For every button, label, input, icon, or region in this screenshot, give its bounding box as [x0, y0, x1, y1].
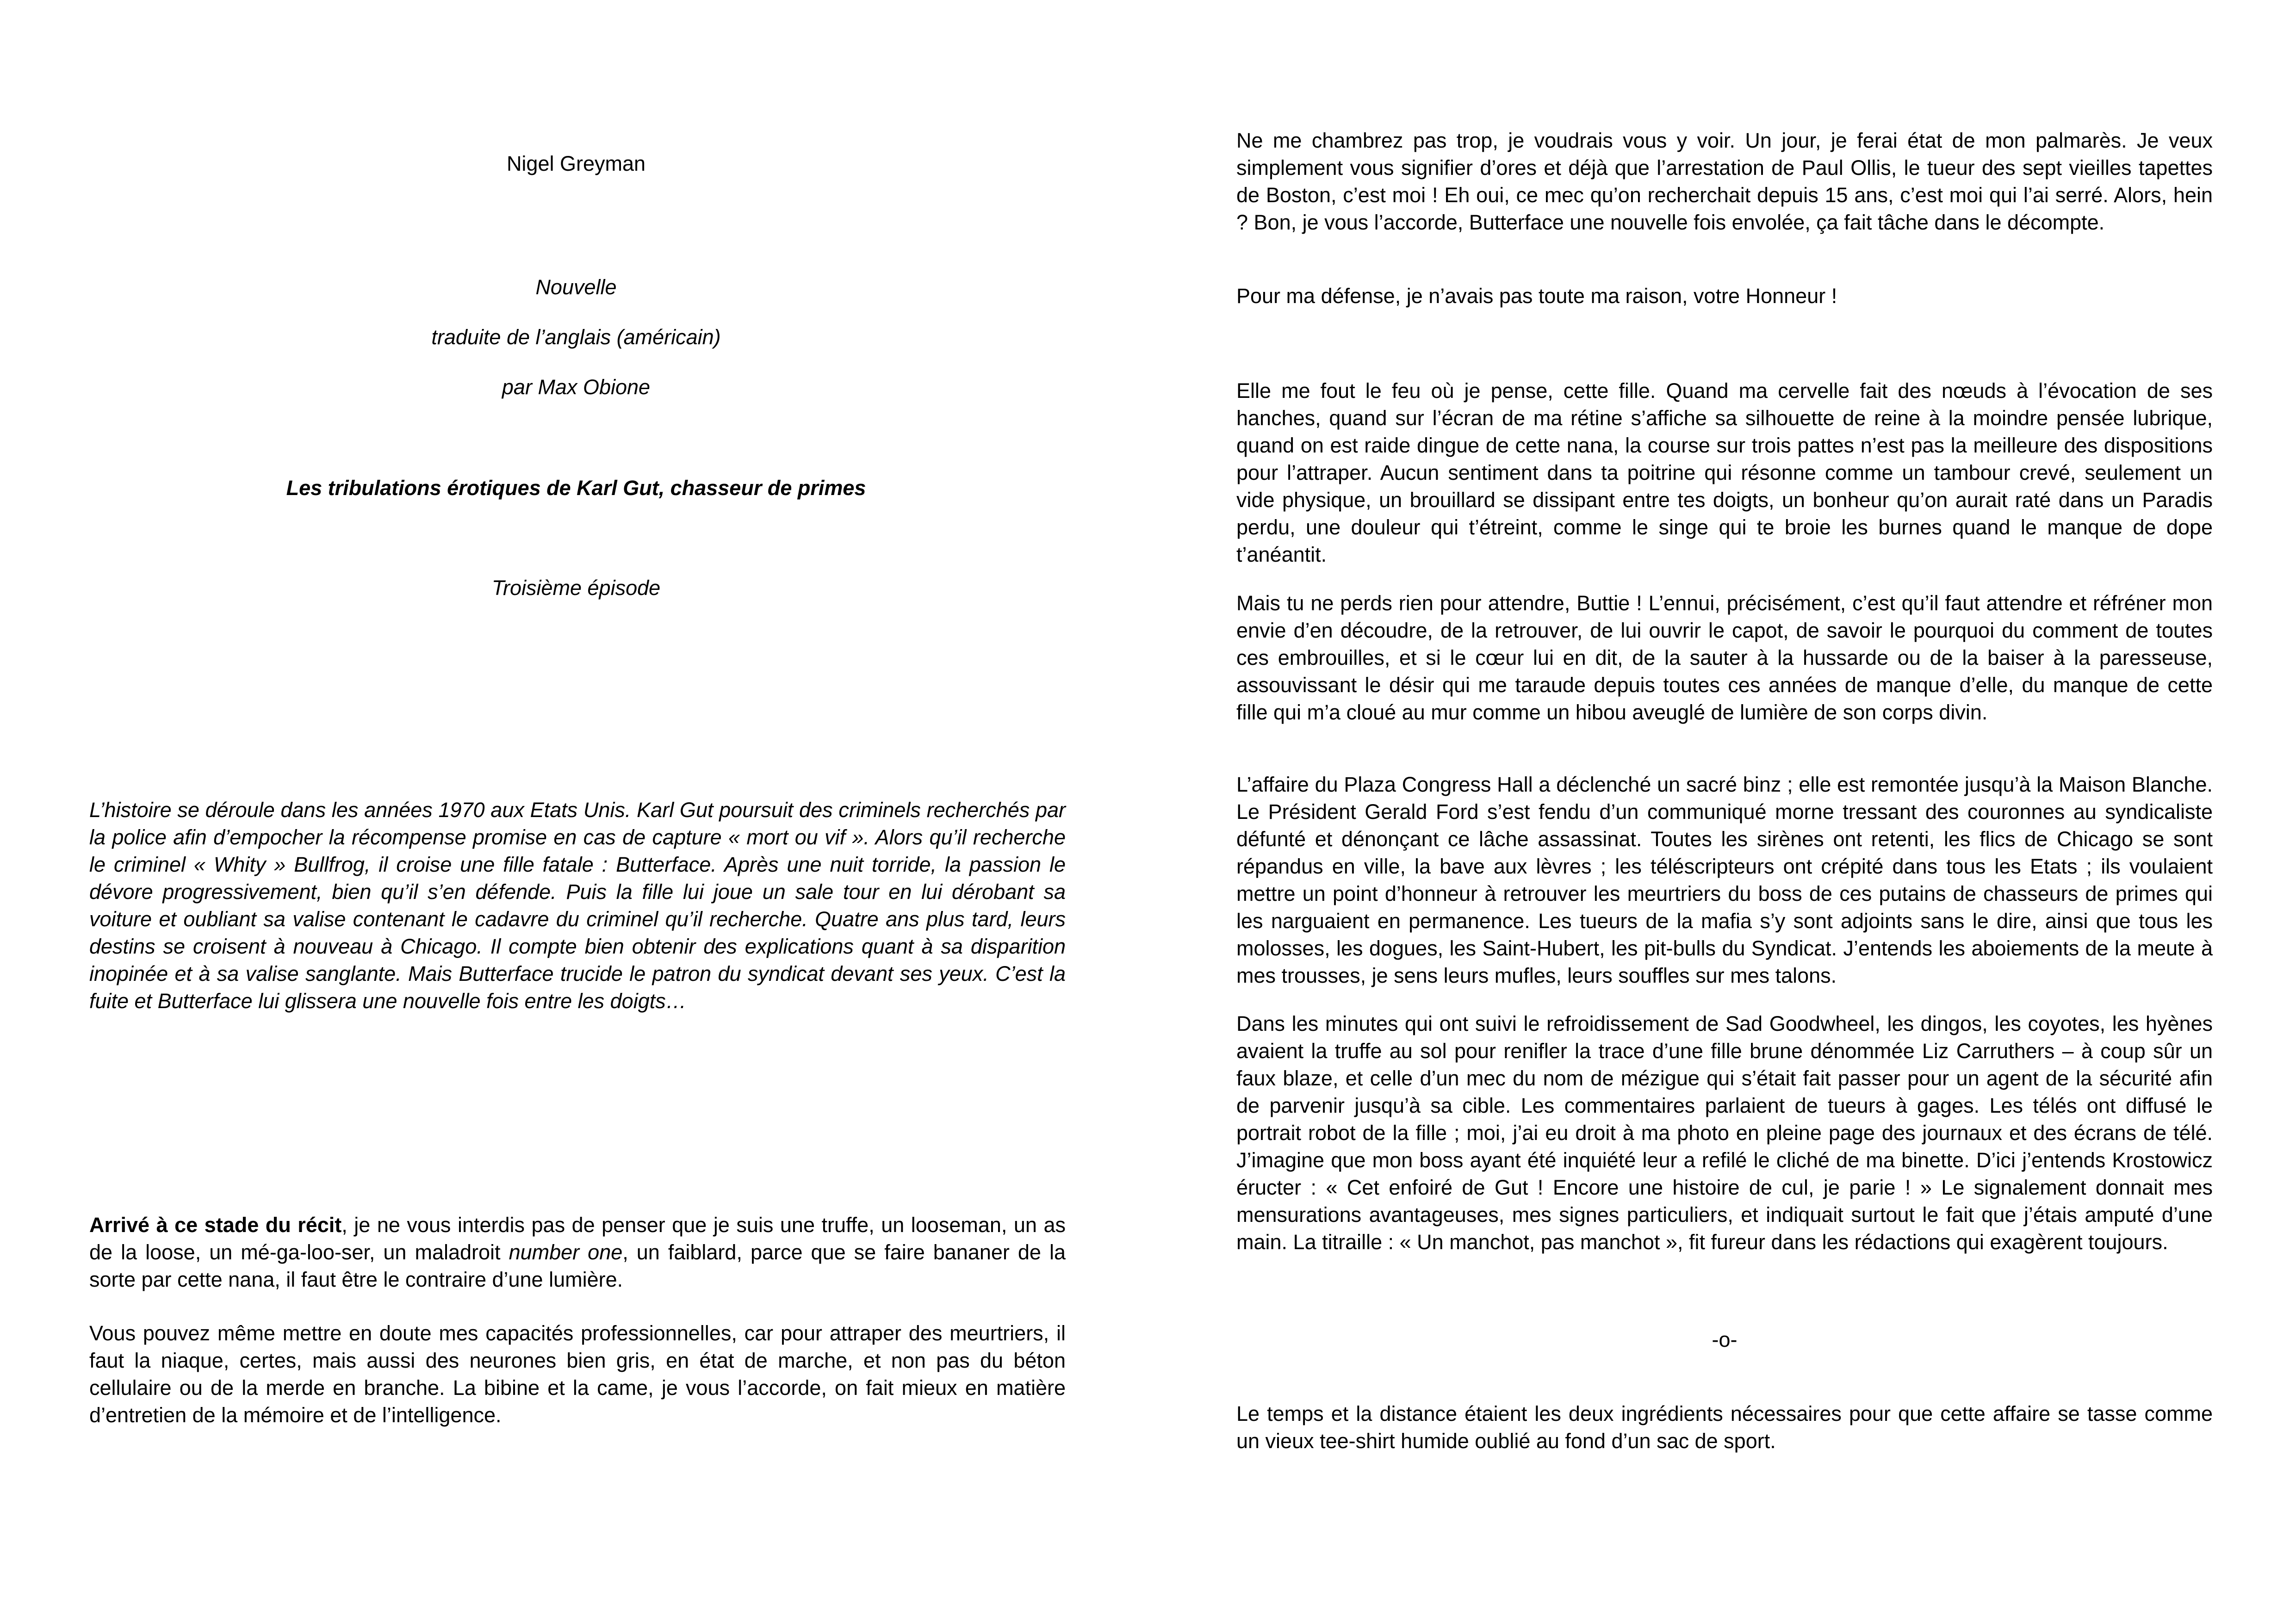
body-paragraph-6: Mais tu ne perds rien pour attendre, Buttie ! L’ennui, précisément, c’est qu’il faut attendre et réfréner mon envie d’en découdre, de la retrouver, de lui ouvrir le capot, de savoir le pourquoi du comment de toutes ces embrouilles, et si le cœur lui en dit, de la sauter à la hussarde ou de la baiser à la paresseuse, assouvissant le désir qui me taraude depuis toutes ces années de manque d’elle, du manque de cette fille qui m’a cloué au mur comme un hibou aveuglé de lumière de son corps divin.	[1236, 591, 2213, 724]
genre-label: Nouvelle	[535, 275, 617, 299]
paragraph-lead-bold: Arrivé à ce stade du récit	[89, 1213, 342, 1237]
body-paragraph-8: Dans les minutes qui ont suivi le refroidissement de Sad Goodwheel, les dingos, les coyotes, les hyènes avaient la truffe au sol pour renifler la trace d’une fille brune dénommée Liz Carruthers – à coup sûr un faux blaze, et celle d’un mec du nom de mézigue qui s’était fait passer pour un agent de la sécurité afin de parvenir jusqu’à sa cible. Les commentaires parlaient de tueurs à gages. Les télés ont diffusé le portrait robot de la fille ; moi, j’ai eu droit à ma photo en pleine page des journaux et des écrans de télé. J’imagine que mon boss ayant été inquiété leur a refilé le cliché de ma binette. D’ici j’entends Krostowicz éructer : « Cet enfoiré de Gut ! Encore une histoire de cul, je parie ! » Le signalement donnait mes mensurations avantageuses, mes signes particuliers, et indiquait surtout le fait que j’étais amputé d’une main. La titraille : « Un manchot, pas manchot », fit fureur dans les rédactions qui exagèrent toujours.	[1236, 1012, 2213, 1254]
paragraph-text: , un faiblard, parce que se faire bananer de la sorte par cette nana, il faut être le contraire d’une lumière.	[89, 1240, 1066, 1291]
paragraph-emphasis: number one	[509, 1240, 623, 1264]
author-name: Nigel Greyman	[506, 152, 646, 175]
body-paragraph-1	[89, 1211, 1066, 1293]
episode-label: Troisième épisode	[491, 576, 661, 600]
body-paragraph-2: Vous pouvez même mettre en doute mes capacités professionnelles, car pour attraper des meurtriers, il faut la niaque, certes, mais aussi des neurones bien gris, en état de marche, et non pas du béton cellulaire ou de la merde en branche. La bibine et la came, je vous l’accorde, on fait mieux en matière d’entretien de la mémoire et de l’intelligence.	[89, 1321, 1066, 1427]
translation-note: traduite de l’anglais (américain)	[431, 325, 721, 349]
paragraph-text: , je ne vous interdis pas de penser que je suis une truffe, un looseman, un as de la loose, un mé-ga-loo-ser, un maladroit	[89, 1213, 1066, 1264]
section-separator: -o-	[1712, 1328, 1738, 1351]
body-paragraph-9: Le temps et la distance étaient les deux ingrédients nécessaires pour que cette affaire se tasse comme un vieux tee-shirt humide oublié au fond d’un sac de sport.	[1236, 1402, 2213, 1453]
right-page	[1148, 0, 2296, 1623]
translator-credit: par Max Obione	[502, 375, 651, 399]
body-paragraph-3: Ne me chambrez pas trop, je voudrais vous y voir. Un jour, je ferai état de mon palmarès. Je veux simplement vous signifier d’ores et déjà que l’arrestation de Paul Ollis, le tueur des sept vieilles tapettes de Boston, c’est moi ! Eh oui, ce mec qu’on recherchait depuis 15 ans, c’est moi qui l’ai serré. Alors, hein ? Bon, je vous l’accorde, Butterface une nouvelle fois envolée, ça fait tâche dans le décompte.	[1236, 129, 2213, 234]
body-paragraph-4: Pour ma défense, je n’avais pas toute ma raison, votre Honneur !	[1236, 284, 1837, 308]
body-paragraph-5: Elle me fout le feu où je pense, cette fille. Quand ma cervelle fait des nœuds à l’évocation de ses hanches, quand sur l’écran de ma rétine s’affiche sa silhouette de reine à la moindre pensée lubrique, quand on est raide dingue de cette nana, la course sur trois pattes n’est pas la meilleure des dispositions pour l’attraper. Aucun sentiment dans ta poitrine qui résonne comme un tambour crevé, seulement un vide physique, un brouillard se dissipant entre tes doigts, un bonheur qu’on aurait raté dans un Paradis perdu, une douleur qui t’étreint, comme le singe qui te broie les burnes quand le manque de dope t’anéantit.	[1236, 379, 2213, 566]
body-paragraph-7: L’affaire du Plaza Congress Hall a déclenché un sacré binz ; elle est remontée jusqu’à la Maison Blanche. Le Président Gerald Ford s’est fendu d’un communiqué morne tressant des couronnes au syndicaliste défunté et dénonçant ce lâche assassinat. Toutes les sirènes ont retenti, les flics de Chicago se sont répandus en ville, la bave aux lèvres ; les téléscripteurs ont crépité dans tous les Etats ; ils voulaient mettre un point d’honneur à retrouver les meurtriers du boss de ces putains de chasseurs de primes qui les narguaient en permanence. Les tueurs de la mafia s’y sont adjoints sans le dire, ainsi que tous les molosses, les dogues, les Saint-Hubert, les pit-bulls du Syndicat. J’entends les aboiements de la meute à mes trousses, je sens leurs mufles, leurs souffles sur mes talons.	[1236, 773, 2213, 987]
story-title: Les tribulations érotiques de Karl Gut, chasseur de primes	[286, 476, 866, 500]
synopsis-paragraph: L’histoire se déroule dans les années 1970 aux Etats Unis. Karl Gut poursuit des criminels recherchés par la police afin d’empocher la récompense promise en cas de capture « mort ou vif ». Alors qu’il recherche le criminel « Whity » Bullfrog, il croise une fille fatale : Butterface. Après une nuit torride, la passion le dévore progressivement, bien qu’il s’en défende. Puis la fille lui joue un sale tour en lui dérobant sa voiture et oubliant sa valise contenant le cadavre du criminel qu’il recherche. Quatre ans plus tard, leurs destins se croisent à nouveau à Chicago. Il compte bien obtenir des explications quant à sa disparition inopinée et à sa valise sanglante. Mais Butterface trucide le patron du syndicat devant ses yeux. C’est la fuite et Butterface lui glissera une nouvelle fois entre les doigts…	[89, 798, 1066, 1013]
